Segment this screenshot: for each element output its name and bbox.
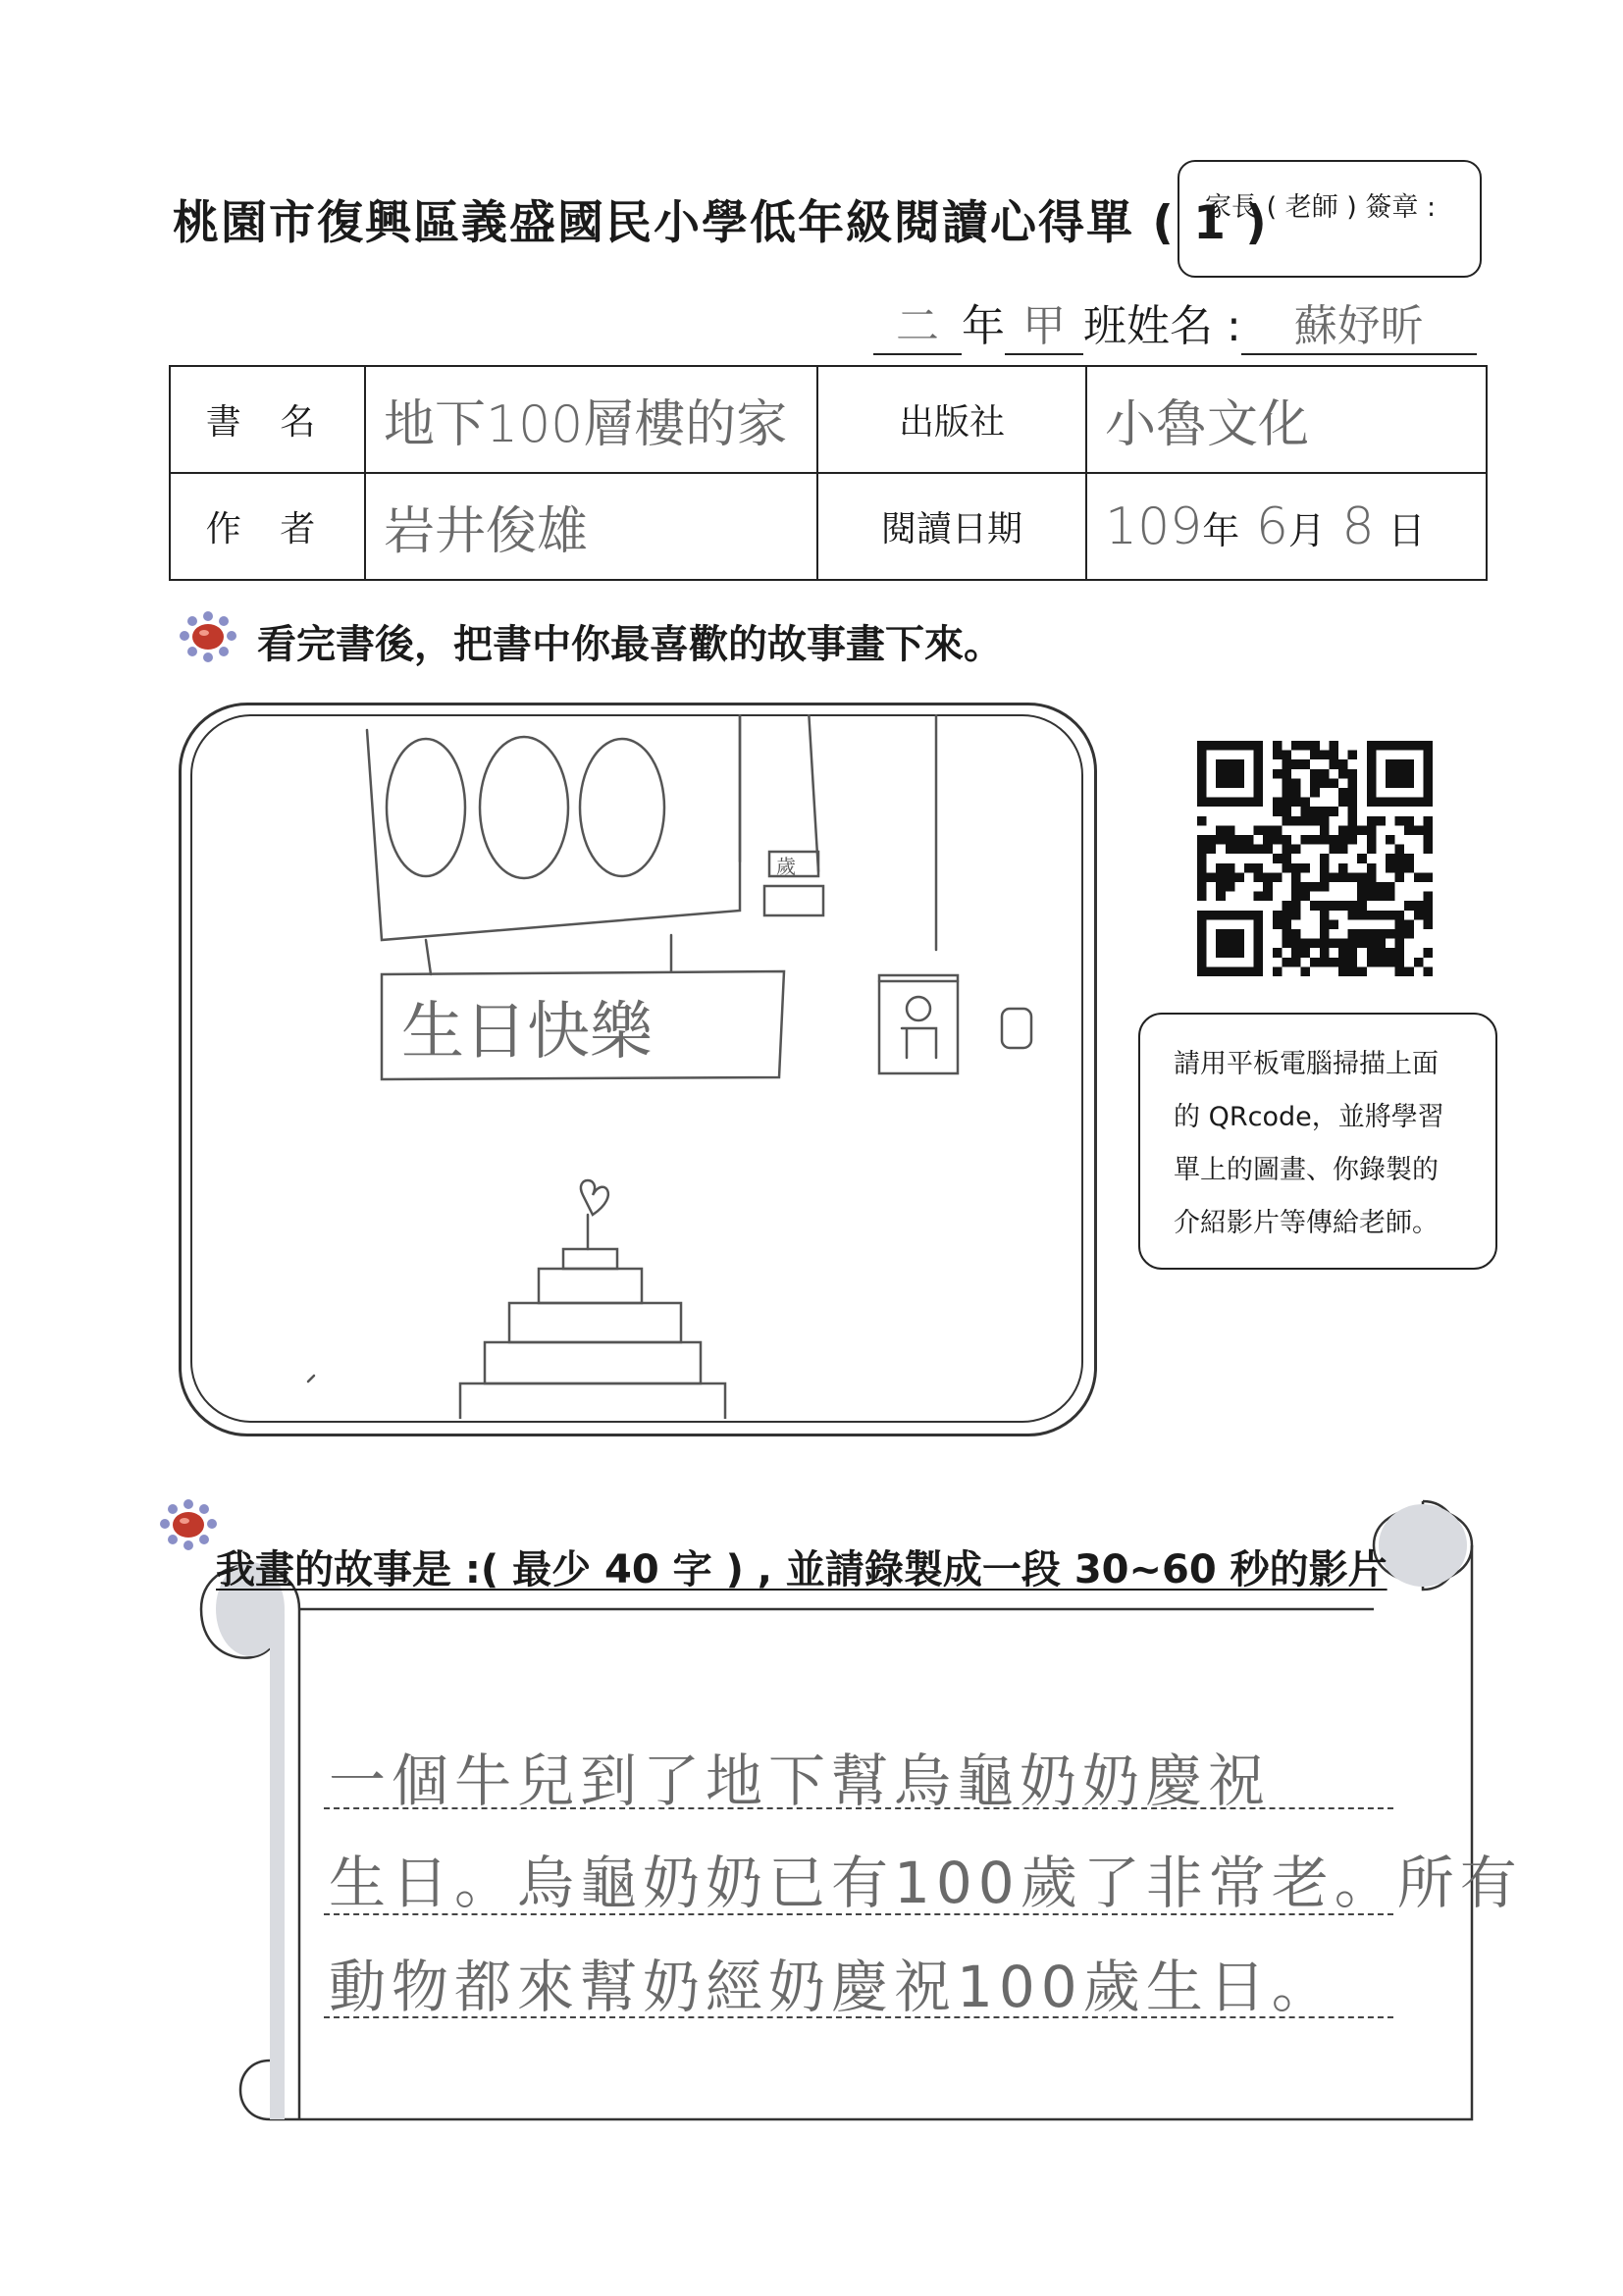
elevator-box bbox=[879, 975, 958, 1073]
date-day: 8 bbox=[1341, 496, 1375, 556]
age-sign-text: 歲 bbox=[776, 855, 796, 878]
publisher-label: 出版社 bbox=[817, 366, 1086, 473]
read-date-label: 閱讀日期 bbox=[817, 473, 1086, 580]
signature-box bbox=[1178, 160, 1482, 278]
book-name-label: 書 名 bbox=[170, 366, 365, 473]
digit-zero-shape bbox=[480, 737, 568, 878]
date-year-unit: 年 bbox=[1202, 508, 1240, 552]
note-line-4: 介紹影片等傳給老師。 bbox=[1174, 1208, 1439, 1238]
date-month: 6 bbox=[1255, 496, 1288, 556]
date-month-unit: 月 bbox=[1287, 508, 1326, 552]
birthday-banner-text: 生日快樂 bbox=[401, 996, 653, 1069]
flower-bullet-icon bbox=[169, 608, 247, 667]
class-name-line bbox=[873, 290, 1477, 355]
author-label: 作 者 bbox=[170, 473, 365, 580]
student-name: 蘇妤昕 bbox=[1241, 290, 1477, 355]
story-line-2: 生日。烏龜奶奶已有100歲了非常老。所有 bbox=[329, 1850, 1523, 1916]
class-suffix: 班姓名 : bbox=[1083, 301, 1241, 351]
author-value: 岩井俊雄 bbox=[365, 473, 817, 580]
child-drawing bbox=[190, 714, 1079, 1419]
scroll-frame bbox=[157, 1491, 1482, 2178]
drawing-instruction: 看完書後，把書中你最喜歡的故事畫下來。 bbox=[257, 622, 1003, 667]
note-line-1: 請用平板電腦掃描上面 bbox=[1174, 1049, 1439, 1079]
sign-board-outline bbox=[367, 714, 740, 940]
note-line-3: 單上的圖畫、你錄製的 bbox=[1174, 1155, 1439, 1185]
page-title: 桃園市復興區義盛國民小學低年級閱讀心得單 ( 1 ) bbox=[173, 196, 1269, 250]
book-name-value: 地下100層樓的家 bbox=[365, 366, 817, 473]
signature-label: 家長 ( 老師 ) 簽章 : bbox=[1205, 192, 1437, 223]
read-date-value bbox=[1086, 473, 1487, 580]
publisher-value: 小魯文化 bbox=[1086, 366, 1487, 473]
class-value: 甲 bbox=[1005, 290, 1083, 355]
note-line-2: 的 QRcode，並將學習 bbox=[1174, 1102, 1444, 1132]
story-line-1: 一個牛兒到了地下幫烏龜奶奶慶祝 bbox=[329, 1748, 1272, 1814]
digit-one-shape bbox=[387, 739, 465, 876]
qr-code-icon bbox=[1197, 741, 1433, 976]
grade-value: 二 bbox=[873, 290, 962, 355]
date-day-unit: 日 bbox=[1387, 508, 1426, 552]
story-heading: 我畫的故事是 :( 最少 40 字 ) , 並請錄製成一段 30~60 秒的影片 bbox=[216, 1547, 1387, 1592]
story-line-3: 動物都來幫奶經奶慶祝100歲生日。 bbox=[329, 1954, 1335, 2020]
grade-suffix: 年 bbox=[962, 301, 1005, 351]
cake-flame bbox=[581, 1180, 608, 1215]
digit-zero-shape-2 bbox=[580, 739, 664, 876]
date-year: 109 bbox=[1105, 496, 1203, 556]
qr-instruction-note bbox=[1138, 1013, 1497, 1270]
book-info-table bbox=[169, 365, 1488, 581]
